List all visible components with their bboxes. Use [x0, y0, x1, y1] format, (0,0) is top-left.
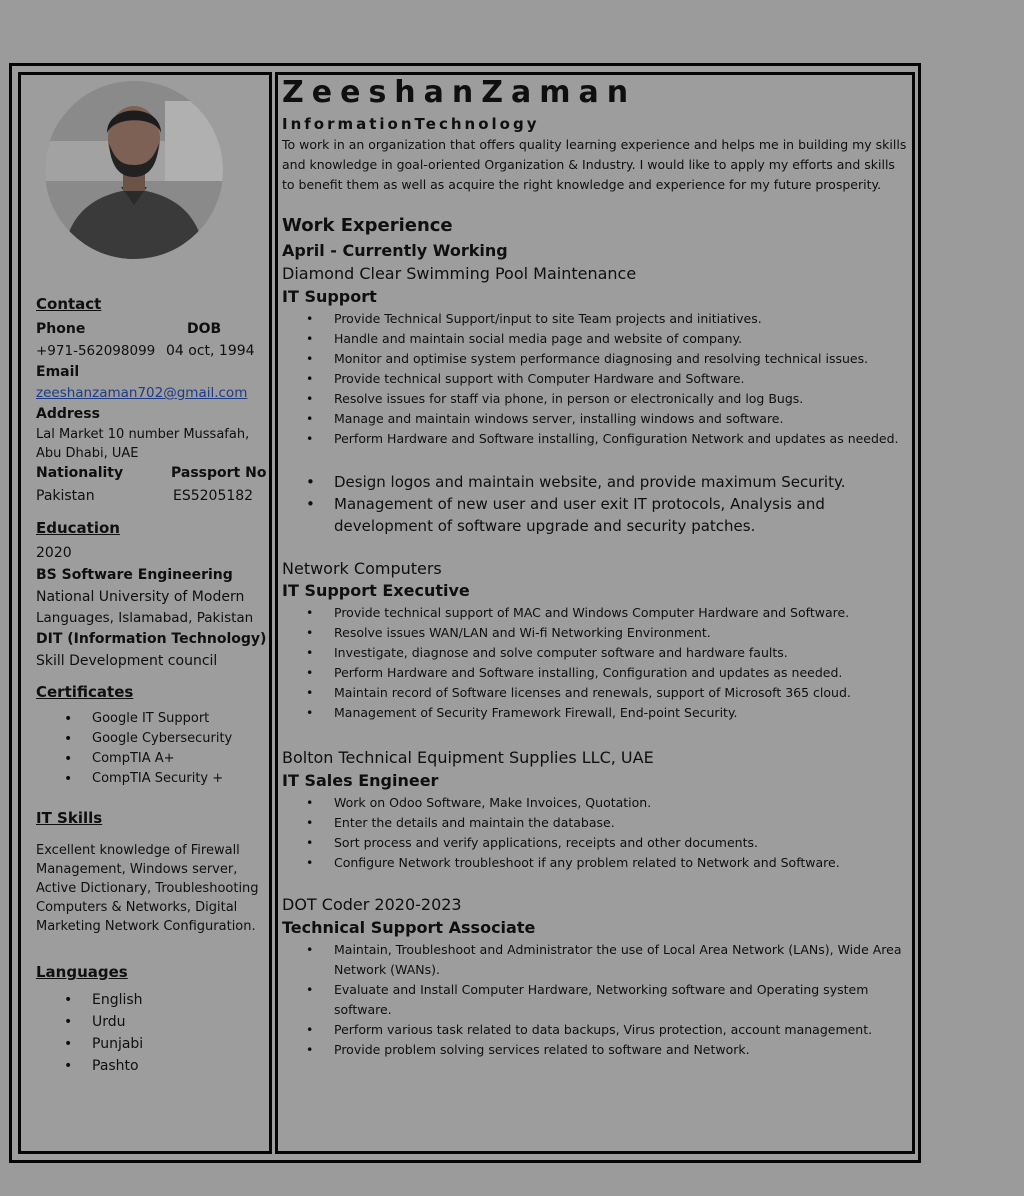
candidate-name: ZeeshanZaman: [282, 75, 637, 110]
job-duties-list: [278, 793, 910, 873]
duty-item: • Perform Hardware and Software installing, Configuration and updates as needed.: [278, 663, 910, 683]
duty-item: • Handle and maintain social media page and website of company.: [278, 329, 910, 349]
job-duties-list-large: [278, 471, 910, 537]
duty-item: • Design logos and maintain website, and provide maximum Security.: [278, 471, 910, 493]
job-role: IT Support Executive: [282, 581, 470, 600]
duty-item: • Manage and maintain windows server, installing windows and software.: [278, 409, 910, 429]
job-date: April - Currently Working: [282, 241, 508, 260]
duty-item: • Evaluate and Install Computer Hardware, Networking software and Operating system software.: [278, 980, 910, 1020]
degree-1: BS Software Engineering: [36, 567, 233, 583]
email-label: Email: [36, 364, 80, 380]
it-skills-line: Computers & Networks, Digital: [36, 900, 238, 915]
right-column: [275, 72, 915, 1154]
degree-2: DIT (Information Technology): [36, 631, 267, 647]
certificates-list: [64, 709, 232, 789]
duty-item: • Monitor and optimise system performance diagnosing and resolving technical issues.: [278, 349, 910, 369]
person-photo-icon: [45, 81, 223, 259]
job-duties-list: [278, 603, 910, 723]
job-role: Technical Support Associate: [282, 918, 536, 937]
language-item: • Pashto: [64, 1055, 143, 1077]
duty-item: • Provide technical support of MAC and Windows Computer Hardware and Software.: [278, 603, 910, 623]
it-skills-line: Excellent knowledge of Firewall: [36, 843, 240, 858]
contact-heading: Contact: [36, 295, 102, 313]
duty-item: • Provide Technical Support/input to site Team projects and initiatives.: [278, 309, 910, 329]
school-2: Skill Development council: [36, 653, 218, 669]
duty-item: • Management of new user and user exit IT protocols, Analysis and development of software upgrade and security patches.: [278, 493, 910, 537]
address-line-1: Lal Market 10 number Mussafah,: [36, 427, 250, 442]
duty-item: • Management of Security Framework Firewall, End-point Security.: [278, 703, 910, 723]
language-item: • Punjabi: [64, 1033, 143, 1055]
left-column: [18, 72, 272, 1154]
duty-item: • Maintain, Troubleshoot and Administrator the use of Local Area Network (LANs), Wide Area Network (WANs).: [278, 940, 910, 980]
dob-value: 04 oct, 1994: [166, 343, 255, 359]
resume-frame: [9, 63, 921, 1163]
job-company: Diamond Clear Swimming Pool Maintenance: [282, 264, 637, 283]
duty-item: • Perform Hardware and Software installing, Configuration Network and updates as needed.: [278, 429, 910, 449]
education-heading: Education: [36, 519, 120, 537]
job-duties-list: [278, 940, 910, 1060]
language-item: • Urdu: [64, 1011, 143, 1033]
job-role: IT Sales Engineer: [282, 771, 439, 790]
school-1-line-2: Languages, Islamabad, Pakistan: [36, 610, 254, 626]
job-company: DOT Coder 2020-2023: [282, 895, 462, 914]
phone-value: +971-562098099: [36, 343, 156, 359]
candidate-field: InformationTechnology: [282, 115, 540, 133]
certificate-item: • CompTIA Security +: [64, 769, 232, 789]
duty-item: • Perform various task related to data backups, Virus protection, account management.: [278, 1020, 910, 1040]
duty-item: • Provide technical support with Computer Hardware and Software.: [278, 369, 910, 389]
languages-heading: Languages: [36, 963, 128, 981]
it-skills-heading: IT Skills: [36, 809, 103, 827]
it-skills-line: Marketing Network Configuration.: [36, 919, 256, 934]
education-year: 2020: [36, 545, 72, 561]
duty-item: • Resolve issues for staff via phone, in person or electronically and log Bugs.: [278, 389, 910, 409]
email-link[interactable]: zeeshanzaman702@gmail.com: [36, 385, 248, 401]
school-1-line-1: National University of Modern: [36, 589, 245, 605]
it-skills-text: [36, 841, 259, 936]
certificate-item: • CompTIA A+: [64, 749, 232, 769]
passport-label: Passport No: [171, 465, 267, 481]
nationality-label: Nationality: [36, 465, 124, 481]
address-label: Address: [36, 406, 100, 422]
job-role: IT Support: [282, 287, 377, 306]
objective-text: To work in an organization that offers quality learning experience and helps me in building my skills and knowledge in goal-oriented Organization & Industry. I would like to apply my efforts and skills to benefit them as well as acquire the right knowledge and experience for my future prosperity.: [282, 137, 907, 192]
phone-label: Phone: [36, 321, 86, 337]
duty-item: • Enter the details and maintain the database.: [278, 813, 910, 833]
duty-item: • Maintain record of Software licenses and renewals, support of Microsoft 365 cloud.: [278, 683, 910, 703]
duty-item: • Provide problem solving services related to software and Network.: [278, 1040, 910, 1060]
certificate-item: • Google Cybersecurity: [64, 729, 232, 749]
job-company: Network Computers: [282, 559, 442, 578]
passport-value: ES5205182: [173, 488, 254, 504]
dob-label: DOB: [187, 321, 222, 337]
duty-item: • Configure Network troubleshoot if any problem related to Network and Software.: [278, 853, 910, 873]
duty-item: • Sort process and verify applications, receipts and other documents.: [278, 833, 910, 853]
certificate-item: • Google IT Support: [64, 709, 232, 729]
duty-item: • Work on Odoo Software, Make Invoices, Quotation.: [278, 793, 910, 813]
it-skills-line: Management, Windows server,: [36, 862, 238, 877]
certificates-heading: Certificates: [36, 683, 134, 701]
language-item: • English: [64, 989, 143, 1011]
duty-item: • Investigate, diagnose and solve computer software and hardware faults.: [278, 643, 910, 663]
languages-list: [64, 989, 143, 1077]
duty-item: • Resolve issues WAN/LAN and Wi-fi Networking Environment.: [278, 623, 910, 643]
work-experience-heading: Work Experience: [282, 215, 453, 236]
address-line-2: Abu Dhabi, UAE: [36, 446, 139, 461]
job-company: Bolton Technical Equipment Supplies LLC, UAE: [282, 748, 654, 767]
profile-photo: [45, 81, 223, 259]
nationality-value: Pakistan: [36, 488, 95, 504]
it-skills-line: Active Dictionary, Troubleshooting: [36, 881, 259, 896]
job-duties-list: [278, 309, 910, 449]
